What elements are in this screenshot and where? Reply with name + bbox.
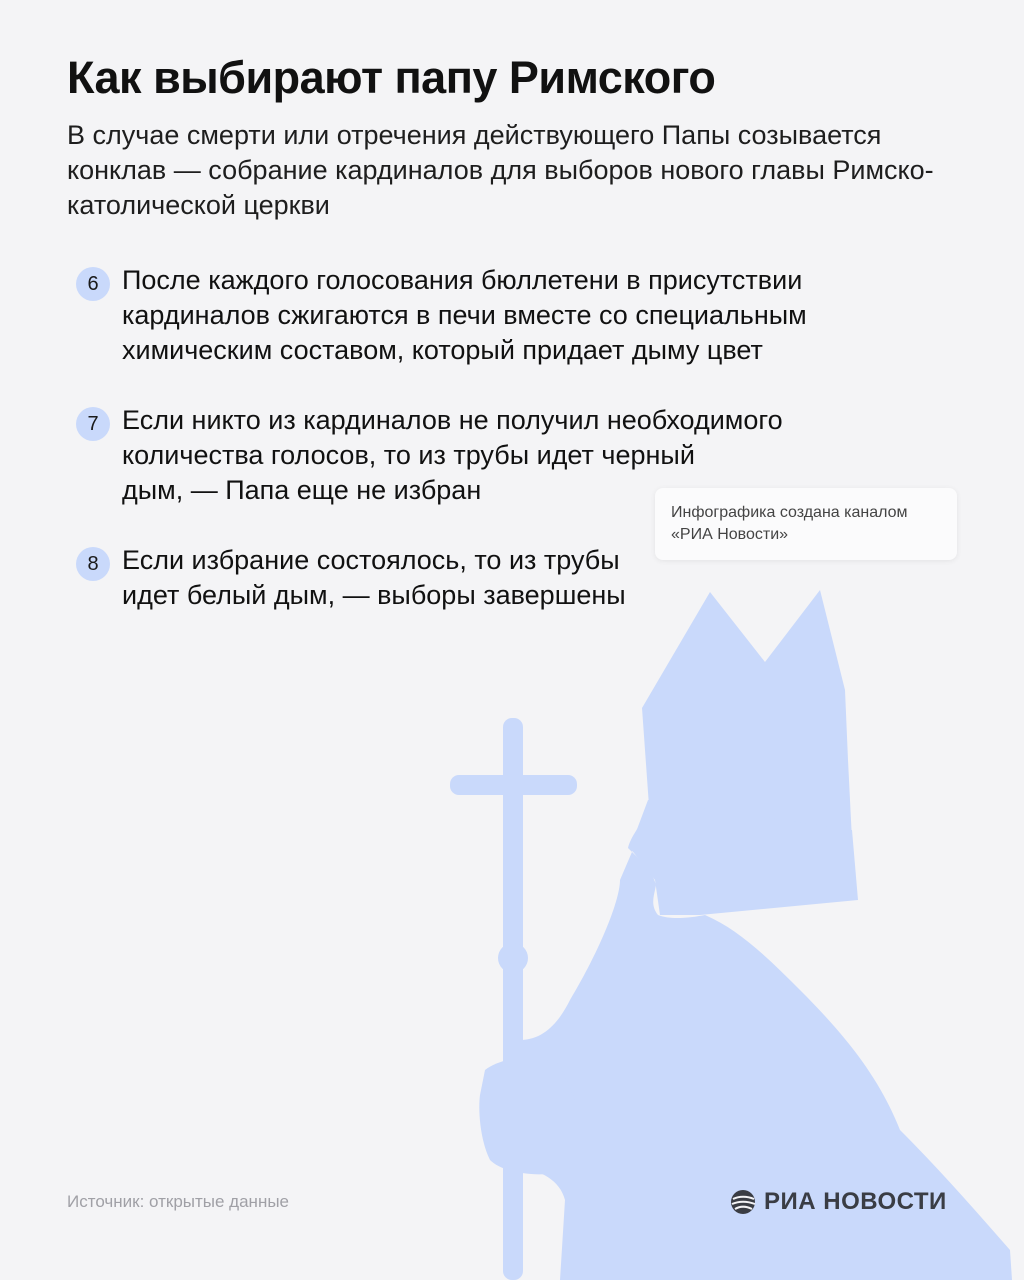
- step-number-badge: 6: [76, 267, 110, 301]
- step-text-line: кардиналов сжигаются в печи вместе со специальным: [122, 300, 807, 330]
- credit-note-line: «РИА Новости»: [671, 526, 789, 543]
- subtitle: В случае смерти или отречения действующего Папы созывается конклав — собрание кардиналов для выборов нового главы Римско-католической церкви: [67, 120, 934, 220]
- step-number-badge: 8: [76, 547, 110, 581]
- step-text-line: После каждого голосования бюллетени в присутствии: [122, 265, 803, 295]
- step-text: [122, 543, 626, 613]
- step-text: [122, 263, 807, 368]
- step-text-line: Если избрание состоялось, то из трубы: [122, 545, 620, 575]
- source-caption: Источник: открытые данные: [67, 1192, 290, 1211]
- step-text-line: идет белый дым, — выборы завершены: [122, 580, 626, 610]
- ria-novosti-logo-icon: [730, 1189, 756, 1215]
- step-text-line: Если никто из кардиналов не получил необходимого: [122, 405, 783, 435]
- ria-novosti-logo-text: РИА НОВОСТИ: [764, 1188, 947, 1215]
- credit-note-line: Инфографика создана каналом: [671, 504, 908, 521]
- ria-novosti-logo: [730, 1187, 947, 1217]
- step-number-badge: 7: [76, 407, 110, 441]
- page-title: Как выбирают папу Римского: [67, 52, 716, 103]
- credit-note: [655, 488, 957, 560]
- step-text-line: дым, — Папа еще не избран: [122, 475, 482, 505]
- step-text-line: количества голосов, то из трубы идет черный: [122, 440, 695, 470]
- step-text-line: химическим составом, который придает дыму цвет: [122, 335, 763, 365]
